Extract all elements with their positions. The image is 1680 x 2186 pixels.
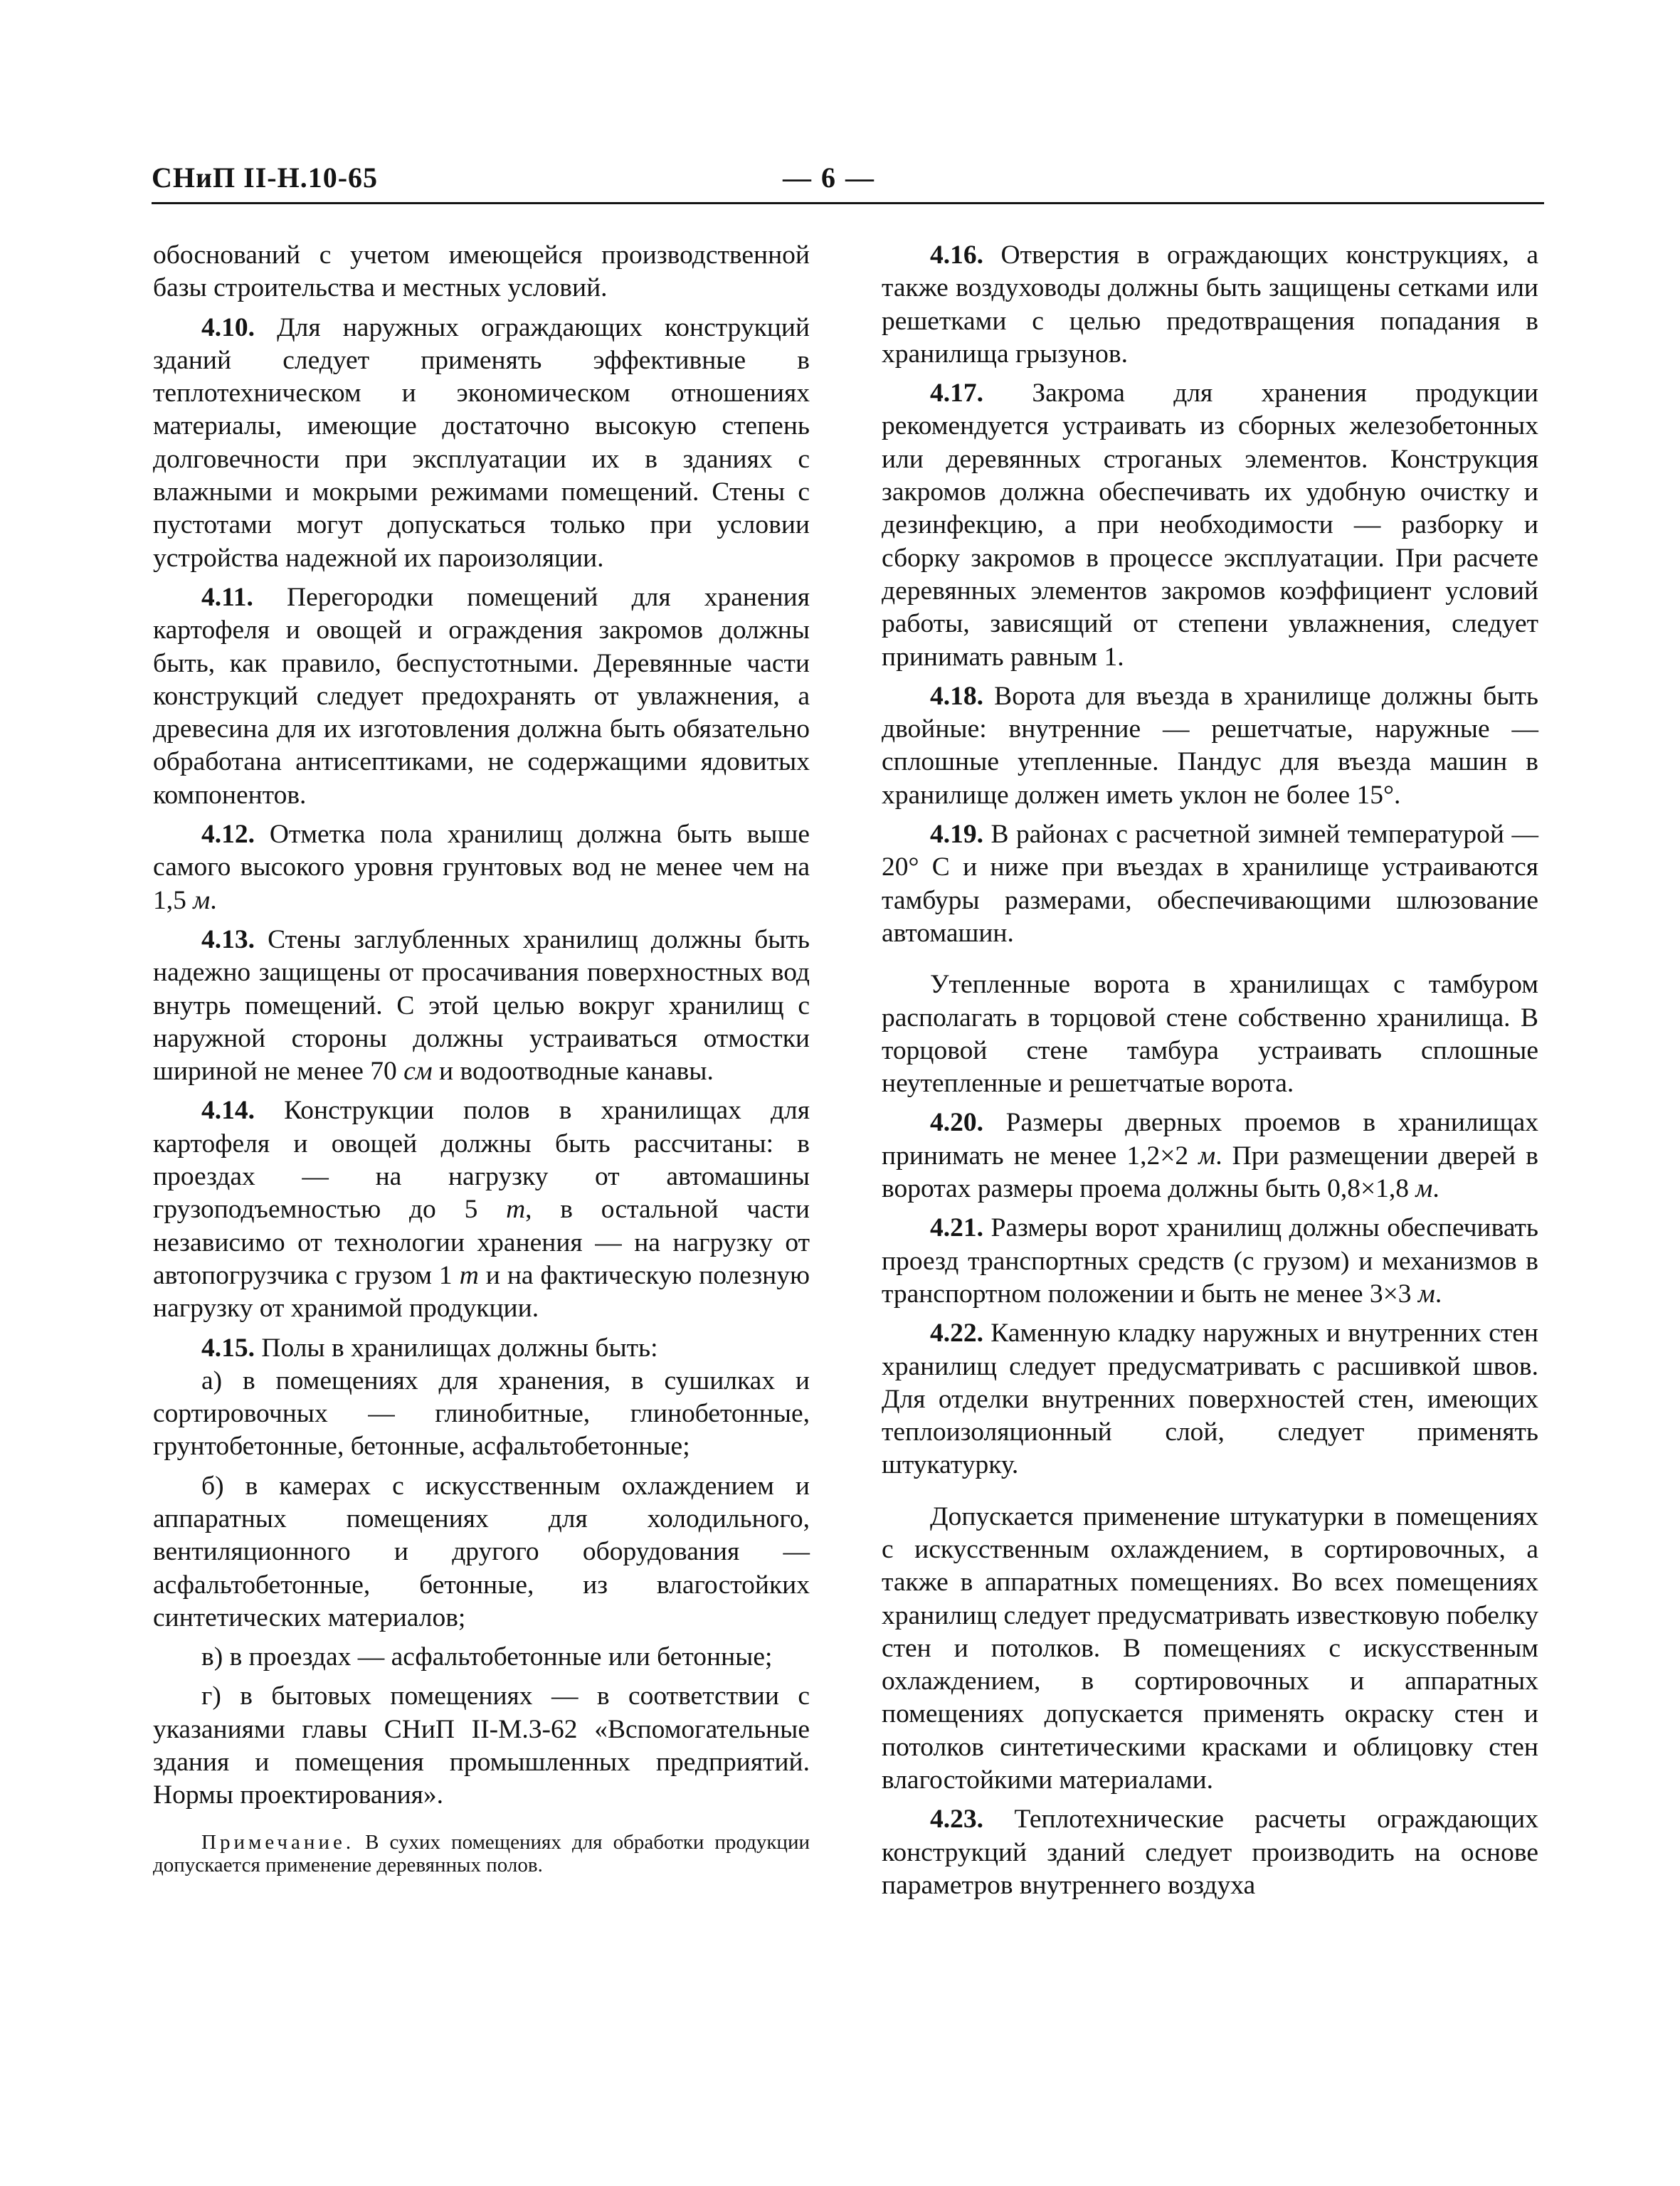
paragraph-4-10: [153, 312, 810, 575]
header-rule: [152, 202, 1544, 204]
clause-number: 4.10.: [201, 312, 255, 342]
clause-text: В районах с расчетной зимней температурой — 20° С и ниже при въездах в хранилище устраиваются тамбуры размерами, обеспечивающими шлюзование автомашин.: [882, 820, 1538, 948]
clause-number: 4.12.: [201, 820, 255, 850]
paragraph-4-18: [882, 680, 1538, 812]
clause-text: и на фактическую полезную нагрузку от хранимой продукции.: [153, 1260, 810, 1324]
clause-tail: .: [1432, 1174, 1439, 1204]
clause-text: Полы в хранилищах должны быть:: [255, 1333, 658, 1363]
clause-text: Размеры дверных проемов в хранилищах принимать не менее 1,2×2: [882, 1108, 1538, 1171]
clause-tail: .: [1435, 1279, 1442, 1309]
paragraph-4-11: [153, 581, 810, 812]
paragraph-gates: Утепленные ворота в хранилищах с тамбуром располагать в торцовой стене собственно хранилища. В торцовой стене тамбура устраивать сплошные неутепленные и решетчатые ворота.: [882, 970, 1538, 1099]
clause-text: Отверстия в ограждающих конструкциях, а также воздуховоды должны быть защищены сетками или решетками с целью предотвращения попадания в хранилища грызунов.: [882, 241, 1538, 369]
paragraph-4-20: [882, 1107, 1538, 1205]
clause-text: Закрома для хранения продукции рекомендуется устраивать из сборных железобетонных или деревянных строганых элементов. Конструкция закромов должна обеспечивать их удобную очистку и дезинфекцию, а при необходимости — разборку и сборку закромов в процессе эксплуатации. При расчете деревянных элементов закромов коэффициент условий работы, зависящий от степени увлажнения, следует принимать равным 1.: [882, 379, 1538, 672]
clause-number: 4.22.: [930, 1319, 983, 1348]
clause-number: 4.23.: [930, 1805, 983, 1834]
paragraph-4-14: [153, 1094, 810, 1325]
clause-text: Каменную кладку наружных и внутренних стен хранилищ следует предусматривать с расшивкой швов. Для отделки внутренних поверхностей стен, имеющих теплоизоляционный слой, следует применять штукатурку.: [882, 1319, 1538, 1480]
paragraph-4-22: [882, 1317, 1538, 1482]
paragraph-continuation: обоснований с учетом имеющейся производственной базы строительства и местных условий.: [153, 241, 810, 303]
paragraph-4-13: [153, 924, 810, 1088]
unit: см: [403, 1057, 433, 1087]
clause-number: 4.15.: [201, 1333, 255, 1363]
clause-text: . При размещении дверей в воротах размеры проема должны быть 0,8×1,8: [882, 1141, 1538, 1204]
paragraph-4-21: [882, 1212, 1538, 1311]
paragraph-4-15: [153, 1332, 810, 1365]
paragraph-4-23: [882, 1803, 1538, 1902]
paragraph-4-17: [882, 377, 1538, 674]
unit: м: [1415, 1174, 1433, 1204]
note-text: В сухих помещениях для обработки продукции допускается применение деревянных полов.: [153, 1830, 810, 1876]
clause-tail: и водоотводные канавы.: [432, 1057, 714, 1087]
list-item-a: а) в помещениях для хранения, в сушилках и сортировочных — глинобитные, глинобетонные, грунтобетонные, бетонные, асфальтобетонные;: [153, 1366, 810, 1462]
clause-text: Конструкции полов в хранилищах для картофеля и овощей должны быть рассчитаны: в проездах — на нагрузку от автомашины грузоподъемностью до 5: [153, 1096, 810, 1225]
clause-text: Отметка пола хранилищ должна быть выше самого высокого уровня грунтовых вод не менее чем на 1,5: [153, 820, 810, 915]
clause-text: Размеры ворот хранилищ должны обеспечивать проезд транспортных средств (с грузом) и механизмов в транспортном положении и быть не менее 3×3: [882, 1213, 1538, 1309]
clause-tail: .: [210, 885, 217, 915]
unit: т: [459, 1260, 479, 1290]
clause-number: 4.18.: [930, 681, 983, 711]
list-item-b: б) в камерах с искусственным охлаждением и аппаратных помещениях для холодильного, вентиляционного и другого оборудования — асфальтобетонные, бетонные, из влагостойких синтетических материалов;: [153, 1471, 810, 1632]
footnote: [153, 1831, 810, 1876]
clause-text: Для наружных ограждающих конструкций зданий следует применять эффективные в теплотехническом и экономическом отношениях материалы, имеющие достаточно высокую степень долговечности при эксплуатации их в зданиях с влажными и мокрыми режимами помещений. Стены с пустотами могут допускаться только при условии устройства надежной их пароизоляции.: [153, 312, 810, 573]
unit: м: [1417, 1279, 1435, 1309]
clause-number: 4.14.: [201, 1096, 255, 1126]
left-column: [153, 239, 810, 1876]
clause-text: Перегородки помещений для хранения картофеля и овощей и ограждения закромов должны быть, как правило, беспустотными. Деревянные части конструкций следует предохранять от увлажнения, а древесина для их изготовления должна быть обязательно обработана антисептиками, не содержащими ядовитых компонентов.: [153, 582, 810, 810]
unit: м: [1198, 1141, 1216, 1171]
note-label: Примечание.: [201, 1830, 355, 1854]
paragraph-4-19: [882, 818, 1538, 950]
clause-number: 4.16.: [930, 241, 983, 270]
paragraph-4-16: [882, 239, 1538, 371]
clause-number: 4.17.: [930, 379, 983, 408]
paragraph-plaster: Допускается применение штукатурки в помещениях с искусственным охлаждением, в сортировочных, а также в аппаратных помещениях. Во всех помещениях хранилищ следует предусматривать известковую побелку стен и потолков. В помещениях с искусственным охлаждением, в сортировочных и аппаратных помещениях допускается применять окраску стен и потолков синтетическими красками и облицовку стен влагостойкими материалами.: [882, 1501, 1538, 1795]
clause-number: 4.19.: [930, 820, 983, 850]
clause-text: Стены заглубленных хранилищ должны быть надежно защищены от просачивания поверхностных вод внутрь помещений. С этой целью вокруг хранилищ с наружной стороны должны устраиваться отмостки шириной не менее 70: [153, 924, 810, 1087]
document-code: СНиП II-Н.10-65: [152, 162, 379, 194]
clause-number: 4.20.: [930, 1108, 983, 1138]
clause-text: Теплотехнические расчеты ограждающих конструкций зданий следует производить на основе параметров внутреннего воздуха: [882, 1805, 1538, 1900]
page-number: — 6 —: [783, 162, 875, 194]
clause-number: 4.13.: [201, 924, 255, 954]
clause-number: 4.11.: [201, 582, 253, 612]
clause-number: 4.21.: [930, 1213, 983, 1243]
unit: м: [193, 885, 211, 915]
list-item-g: г) в бытовых помещениях — в соответствии с указаниями главы СНиП II-М.3-62 «Вспомогательные здания и помещения промышленных предприятий. Нормы проектирования».: [153, 1681, 810, 1810]
clause-text: , в остальной части независимо от технологии хранения — на нагрузку от автопогрузчика с грузом 1: [153, 1195, 810, 1290]
unit: т: [506, 1195, 526, 1225]
paragraph-4-12: [153, 818, 810, 917]
list-item-v: в) в проездах — асфальтобетонные или бетонные;: [201, 1642, 773, 1672]
clause-text: Ворота для въезда в хранилище должны быть двойные: внутренние — решетчатые, наружные — сплошные утепленные. Пандус для въезда машин в хранилище должен иметь уклон не более 15°.: [882, 681, 1538, 810]
right-column: [882, 239, 1538, 1902]
